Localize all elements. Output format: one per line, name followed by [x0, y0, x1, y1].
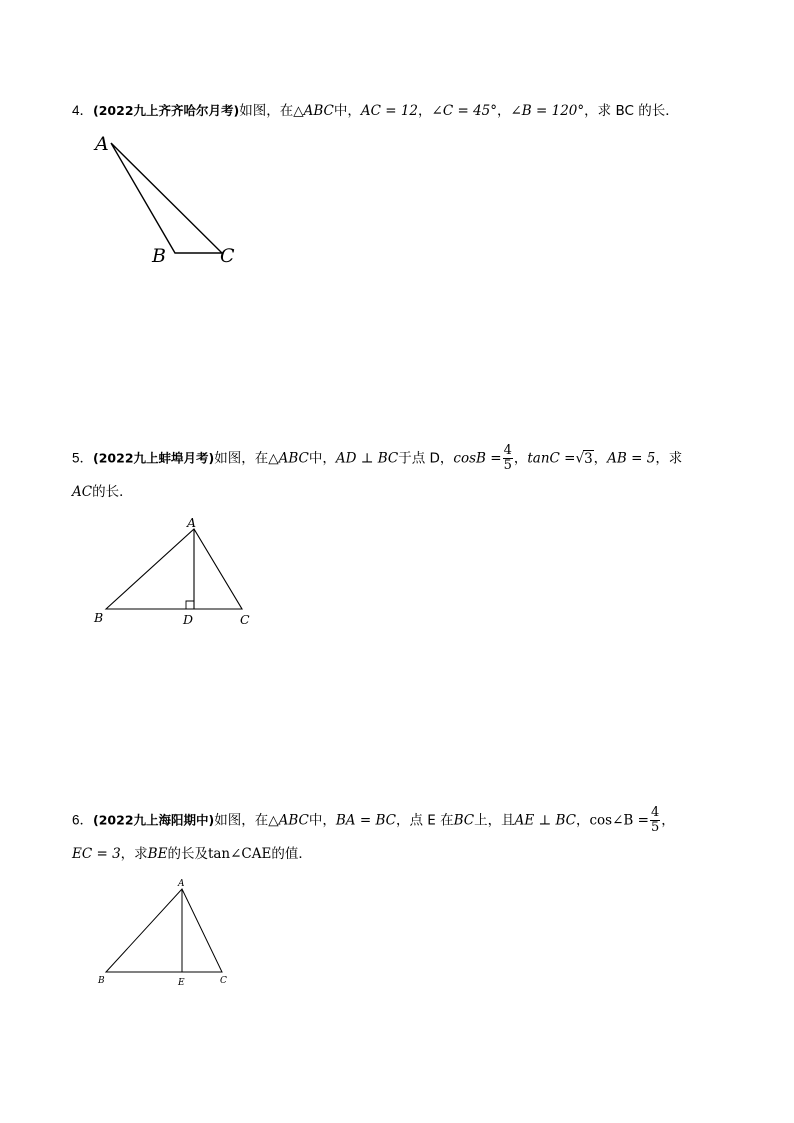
q5-tanc: tanC =: [527, 450, 576, 467]
q6-label-c: C: [220, 976, 227, 986]
q4-sep-1: ，: [418, 103, 432, 119]
q6-frac-num: 4: [650, 805, 660, 820]
q6-tri-symbol: △: [268, 812, 279, 829]
q6-tan-label: tan∠CAE: [207, 846, 272, 862]
q5-label-c: C: [240, 612, 250, 627]
q5-ask-2: 的长．: [92, 484, 133, 500]
q5-label-b: B: [94, 610, 104, 625]
q6-label-a: A: [178, 879, 185, 889]
q5-sep-1: ，: [513, 450, 528, 467]
q6-label-b: B: [98, 976, 105, 986]
q4-angle-c: ∠C = 45°: [431, 103, 497, 119]
q6-source: (2022九上海阳期中): [93, 812, 215, 828]
q4-ask: ，求 BC 的长．: [584, 103, 679, 119]
q5-number: 5: [72, 450, 80, 466]
q5-label-a: A: [187, 515, 197, 530]
q5-ac: AC: [72, 484, 93, 500]
q6-abc: ABC: [278, 812, 309, 829]
q6-sep-2: ，: [661, 812, 675, 829]
q5-source: (2022九上蚌埠月考): [93, 450, 215, 466]
q6-sep-1: ，: [575, 812, 590, 829]
q6-point-e: ，点 E 在: [395, 812, 454, 829]
q5-perp: AD ⊥ BC: [335, 450, 399, 467]
q4-ac-eq: AC = 12: [360, 103, 419, 119]
q5-sep-2: ，: [593, 450, 608, 467]
q5-tri-symbol: △: [268, 450, 279, 467]
q5-label-d: D: [183, 612, 194, 627]
q4-label-b: B: [152, 245, 166, 267]
q4-source: (2022九上齐齐哈尔月考): [93, 103, 240, 118]
q5-ab-eq: AB = 5: [607, 450, 656, 467]
q6-number: 6: [72, 812, 80, 828]
q6-ba-eq: BA = BC: [335, 812, 396, 829]
q4-triangle-figure: [90, 128, 250, 273]
q4-tri-symbol: △: [293, 103, 304, 119]
q5-frac-num: 4: [503, 443, 512, 458]
q5-abc: ABC: [278, 450, 309, 467]
q6-ec-eq: EC = 3: [72, 846, 121, 862]
q6-shang: 上，且: [474, 812, 515, 829]
q5-cosb: cosB =: [453, 450, 502, 467]
q4-triangle: [111, 143, 222, 253]
q4-abc: ABC: [303, 103, 334, 119]
q5-line-1: 5．(2022九上蚌埠月考)如图，在△ABC中，AD ⊥ BC于点 D，cosB = $\frac{4}{5}$ ，tanC =√3，AB = 5，求: [72, 443, 683, 473]
q6-line-1: 6．(2022九上海阳期中)如图，在△ABC中，BA = BC，点 E 在BC上，且AE ⊥ BC，cos∠B = $\frac{4}{5}$ ，: [72, 805, 675, 835]
q5-text-a: 如图，在: [214, 450, 269, 467]
q4-label-a: A: [95, 133, 109, 155]
q5-sqrt-symbol: √: [575, 450, 585, 467]
q5-ask-1: ，求: [655, 450, 683, 467]
q6-line-2: [72, 844, 312, 864]
q6-fraction: [650, 806, 660, 835]
q6-ask-3: 的值．: [271, 846, 312, 862]
q4-text-a: 如图，在: [239, 103, 294, 119]
q6-text-a: 如图，在: [214, 812, 269, 829]
q5-fraction: [503, 444, 513, 473]
q6-cos-label: cos∠B =: [589, 812, 649, 829]
q5-triangle-figure: [90, 512, 270, 632]
q4-sep-2: ，: [497, 103, 511, 119]
q6-perp: AE ⊥ BC: [514, 812, 576, 829]
q4-angle-b: ∠B = 120°: [510, 103, 585, 119]
q5-right-angle-mark: [186, 601, 194, 609]
q6-label-e: E: [178, 978, 185, 988]
q6-ask-1: ，求: [120, 846, 148, 862]
q4-zhong: 中，: [333, 103, 361, 119]
q6-zhong: 中，: [308, 812, 336, 829]
q6-ask-2: 的长及: [167, 846, 208, 862]
q5-sqrt-value: 3: [584, 450, 593, 467]
q6-bc: BC: [453, 812, 475, 829]
q4-line-1: 4．(2022九上齐齐哈尔月考)如图，在△ABC中，AC = 12，∠C = 45°，∠B = 120°，求 BC 的长．: [72, 103, 679, 119]
q6-triangle: [106, 889, 222, 972]
q6-be: BE: [147, 846, 168, 862]
q5-frac-den: 5: [503, 458, 512, 473]
q6-triangle-figure: [90, 875, 250, 995]
q6-frac-den: 5: [650, 820, 660, 835]
q5-zhong: 中，: [308, 450, 336, 467]
q5-line-2: [72, 482, 133, 502]
q4-label-c: C: [220, 245, 235, 267]
q5-foot: 于点 D，: [398, 450, 454, 467]
q5-triangle: [106, 529, 242, 609]
q4-number: 4: [72, 103, 80, 118]
